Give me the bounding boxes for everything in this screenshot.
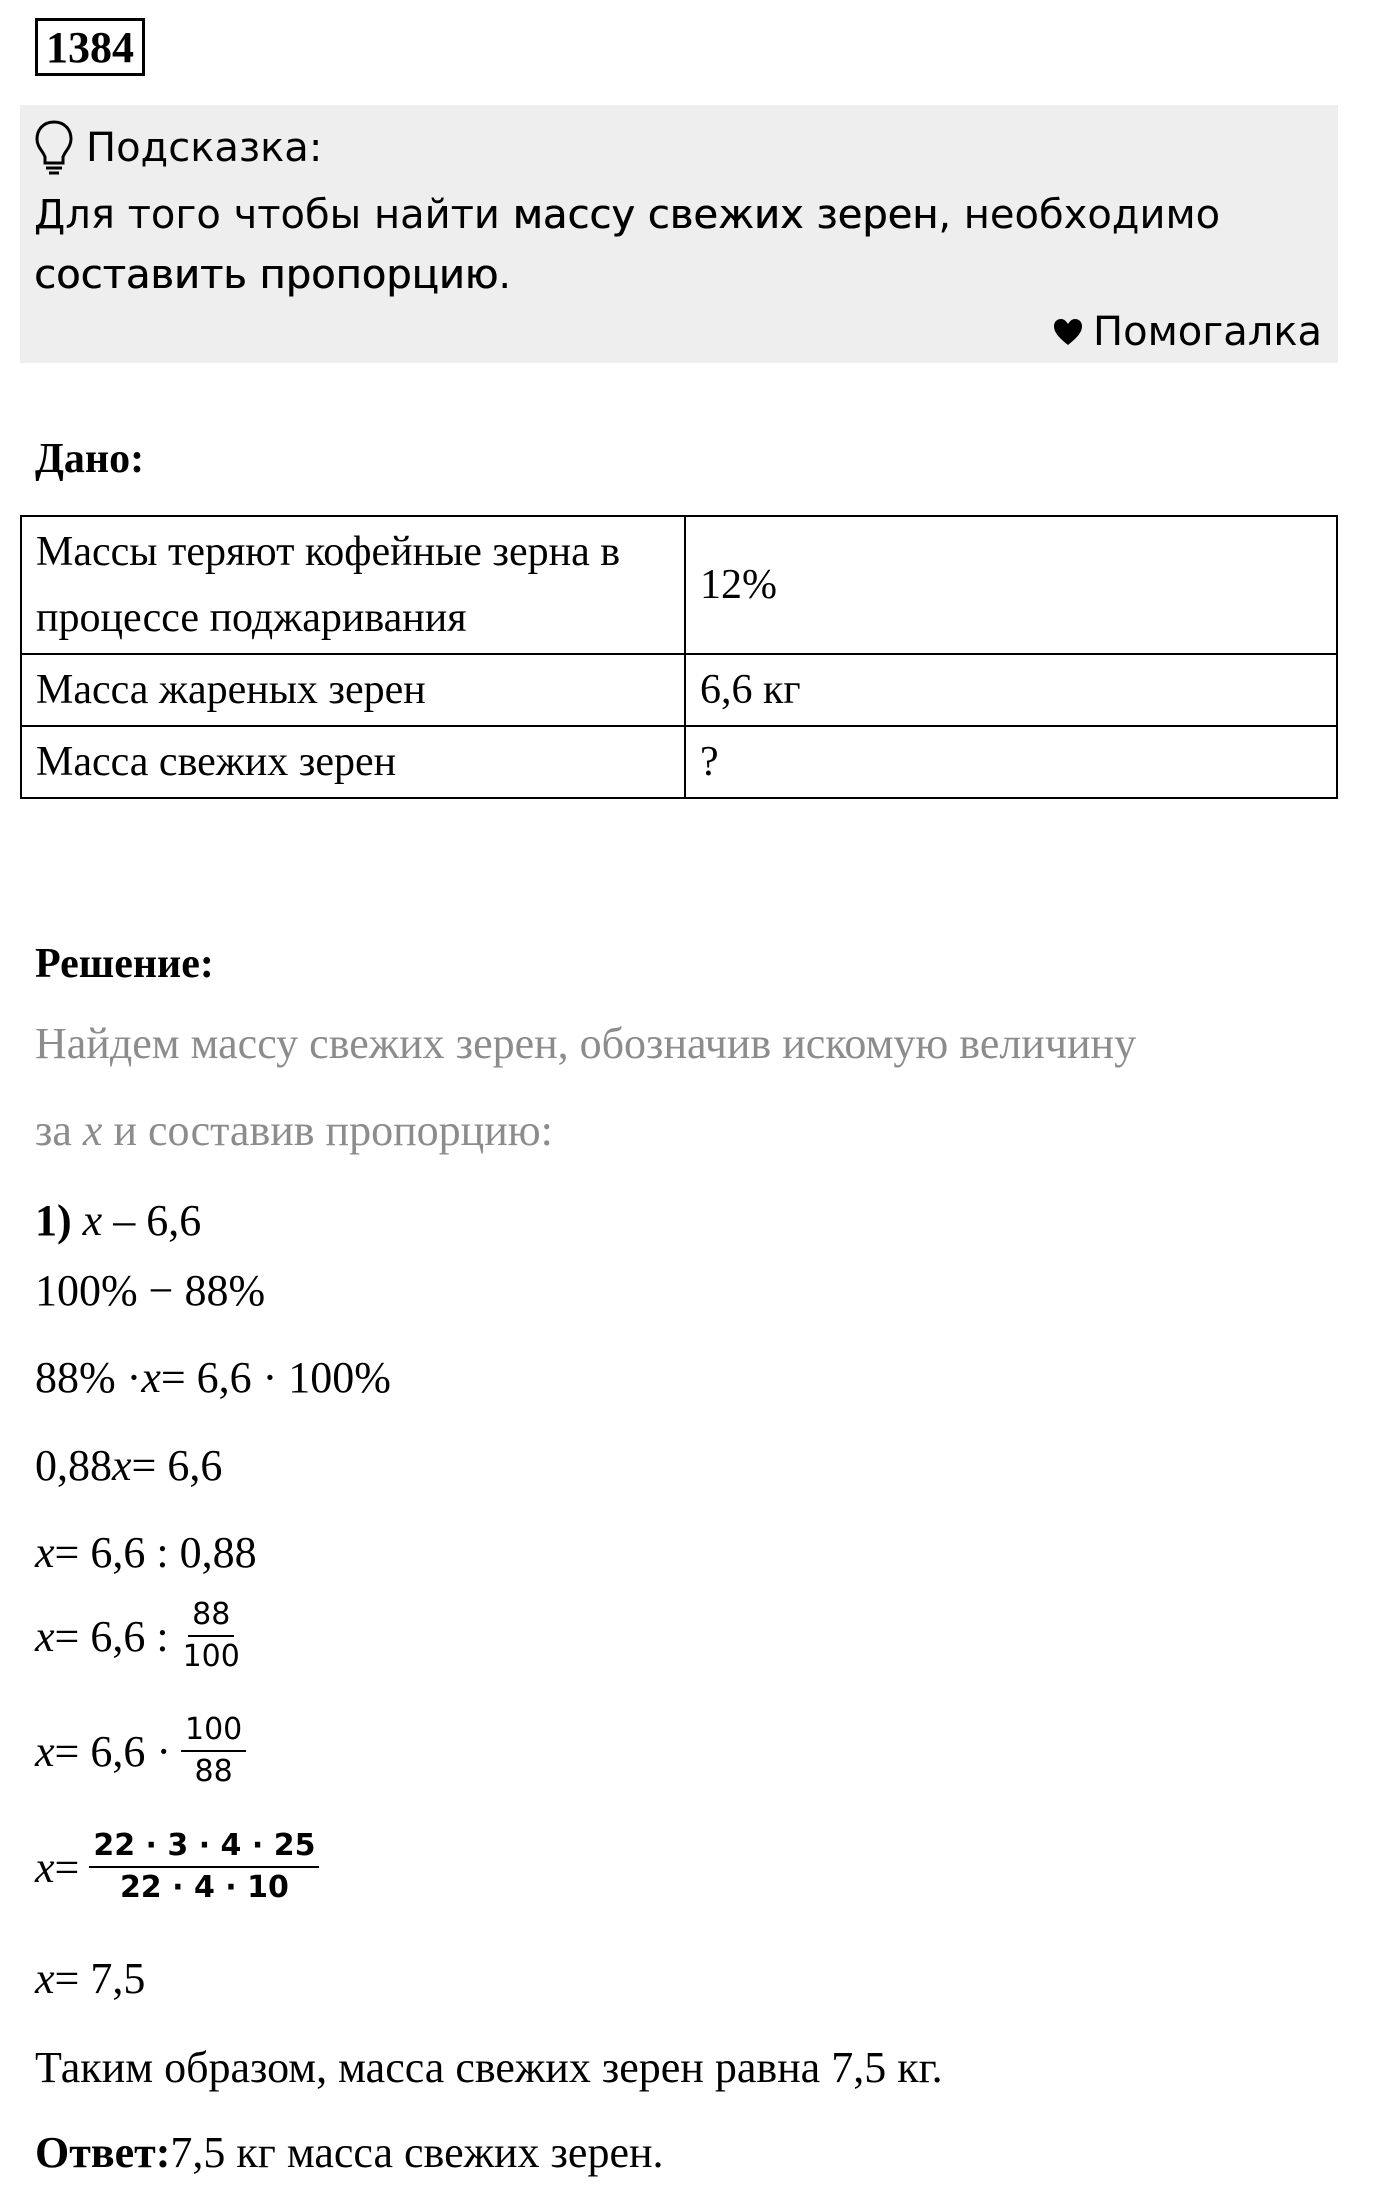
given-table (20, 515, 1338, 799)
table-cell-label: Масса жареных зерен (21, 654, 685, 726)
fraction: $\frac{100}{88}$ (181, 1712, 246, 1790)
table-row (21, 516, 1337, 654)
table-cell-value: 6,6 кг (685, 654, 1337, 726)
answer-label: Ответ: (35, 2128, 171, 2177)
hint-title-text: Подсказка: (86, 125, 323, 171)
helper-label: Помогалка (1093, 309, 1322, 355)
hint-bold-proportion: составить пропорцию (34, 252, 499, 298)
step-label: 1) (35, 1196, 72, 1245)
table-cell-label: Массы теряют кофейные зерна в процессе поджаривания (21, 516, 685, 654)
lightbulb-icon (34, 119, 74, 177)
step-line-6: x = 6,6 : $\frac{88}{100}$ (35, 1597, 244, 1675)
step-line-8: x = $\frac{22 \cdot 3 \cdot 4 \cdot 25}{22 \cdot 4 \cdot 10}$ (35, 1828, 319, 1906)
fraction: $\frac{88}{100}$ (182, 1597, 240, 1674)
solution-intro-line-1: Найдем массу свежих зерен, обозначив искомую величину (35, 1019, 1137, 1068)
solution-heading: Решение: (35, 941, 214, 987)
answer-text: 7,5 кг масса свежих зерен. (170, 2128, 664, 2177)
hint-title (34, 119, 322, 177)
hint-bold-mass: массу свежих зерен (512, 192, 939, 238)
fraction: $\frac{22 \cdot 3 \cdot 4 \cdot 25}{22 \cdot 4 \cdot 10}$ (89, 1828, 319, 1906)
table-cell-value: 12% (685, 516, 1337, 654)
step-line-1: 1) x – 6,6 (35, 1196, 202, 1245)
step-line-7: x = 6,6 · $\frac{100}{88}$ (35, 1712, 246, 1790)
table-row (21, 726, 1337, 798)
step-line-3: 88% · x = 6,6 · 100% (35, 1353, 391, 1402)
given-heading: Дано: (35, 436, 145, 482)
step-line-4: 0,88 x = 6,6 (35, 1441, 223, 1490)
helper-link[interactable] (1053, 309, 1322, 355)
heart-icon (1053, 318, 1083, 346)
step-line-5: x = 6,6 : 0,88 (35, 1528, 257, 1577)
step-line-9: x = 7,5 (35, 1954, 146, 2003)
table-row (21, 654, 1337, 726)
step-line-2: 100% − 88% (35, 1266, 266, 1315)
task-number: 1384 (35, 18, 145, 76)
table-cell-value: ? (685, 726, 1337, 798)
hint-text: Для того чтобы найти массу свежих зерен, необходимо составить пропорцию. (34, 192, 1221, 298)
conclusion: Таким образом, масса свежих зерен равна 7,5 кг. (35, 2043, 943, 2092)
solution-intro-line-2: за x и составив пропорцию: (35, 1106, 553, 1155)
hint-box (20, 105, 1338, 363)
table-cell-label: Масса свежих зерен (21, 726, 685, 798)
answer (35, 2127, 664, 2178)
